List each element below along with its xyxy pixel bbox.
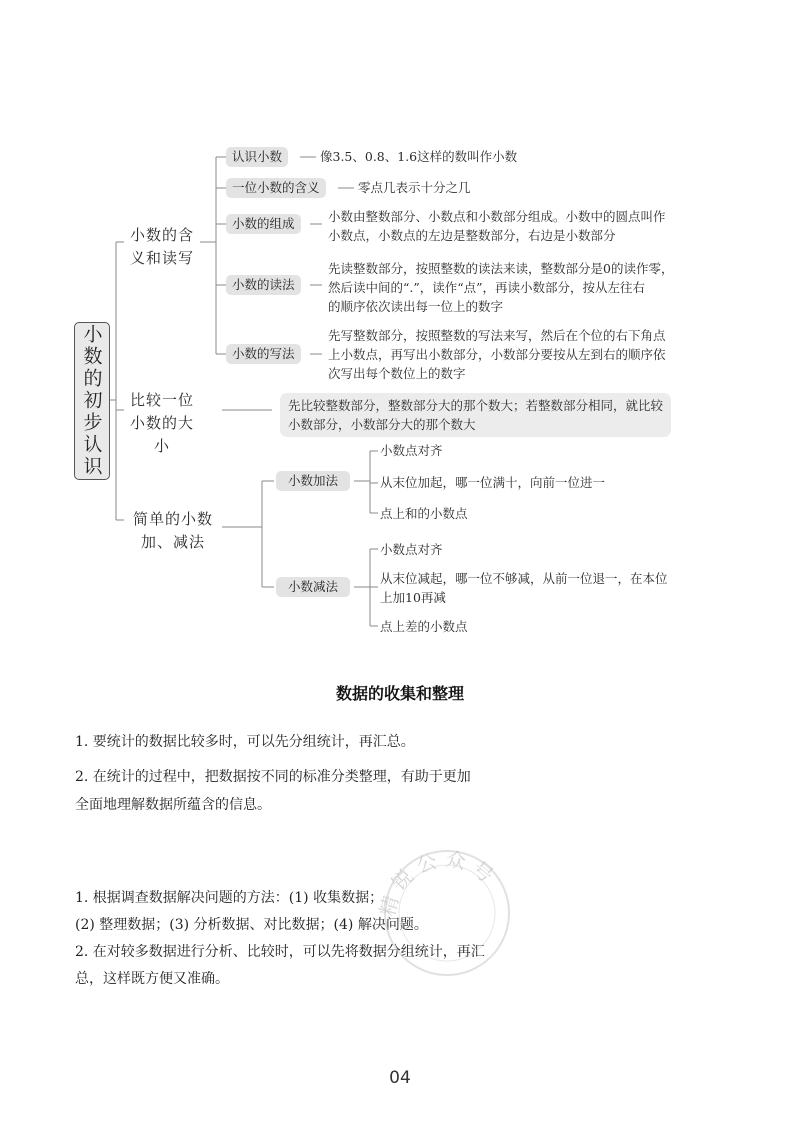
- desc-compare: 先比较整数部分，整数部分大的那个数大；若整数部分相同，就比较 小数部分，小数部分大的那个数大: [280, 393, 671, 437]
- desc-recognize-decimals: 像3.5、0.8、1.6这样的数叫作小数: [320, 149, 518, 164]
- branch-add-sub: 简单的小数加、减法: [132, 510, 213, 551]
- desc-composition: 小数由整数部分、小数点和小数部分组成。小数中的圆点叫作 小数点，小数点的左边是整数部分，右边是小数部分: [328, 209, 666, 243]
- node-writing: 小数的写法: [226, 344, 301, 364]
- svg-text:精锐公众号: [375, 847, 503, 919]
- sub-step-3: 点上差的小数点: [380, 619, 468, 634]
- paragraph-3: 1. 根据调查数据解决问题的方法：(1) 收集数据； (2) 整理数据；(3) 分析数据、对比数据；(4) 解决问题。 2. 在对较多数据进行分析、比较时，可以先将数据分组统计，再汇 总，这样既方便又准确。: [75, 890, 485, 987]
- node-recognize-decimals: 认识小数: [226, 147, 288, 167]
- node-decimal-addition: 小数加法: [276, 471, 350, 491]
- page-number: 04: [389, 1068, 411, 1088]
- add-step-2: 从末位加起，哪一位满十，向前一位进一: [380, 475, 606, 490]
- watermark-text: 精锐公众号: [375, 846, 503, 919]
- node-one-place-meaning: 一位小数的含义: [226, 178, 326, 198]
- section-title: 数据的收集和整理: [335, 684, 464, 703]
- mindmap-root: [74, 322, 110, 480]
- paragraph-1: 1. 要统计的数据比较多时，可以先分组统计，再汇总。: [75, 734, 415, 750]
- branch-meaning-reading-writing: 小数的含义和读写: [129, 226, 194, 267]
- desc-reading: 先读整数部分，按照整数的读法来读，整数部分是0的读作零， 然后读中间的“.”，读作“点”，再读小数部分，按从左往右 的顺序依次读出每一位上的数字: [328, 261, 674, 314]
- paragraph-2: 2. 在统计的过程中，把数据按不同的标准分类整理，有助于更加 全面地理解数据所蕴含的信息。: [75, 769, 471, 813]
- sub-step-1: 小数点对齐: [380, 542, 443, 557]
- desc-writing: 先写整数部分，按照整数的写法来写，然后在个位的右下角点 上小数点，再写出小数部分，小数部分要按从左到右的顺序依 次写出每个数位上的数字: [328, 328, 666, 381]
- node-reading: 小数的读法: [226, 275, 301, 295]
- desc-one-place-meaning: 零点几表示十分之几: [358, 180, 471, 195]
- node-decimal-subtraction: 小数减法: [276, 577, 350, 597]
- add-step-3: 点上和的小数点: [380, 506, 468, 521]
- mindmap-root-label: 小数的初步认识: [80, 324, 103, 478]
- node-composition: 小数的组成: [226, 214, 301, 234]
- add-step-1: 小数点对齐: [380, 443, 443, 458]
- branch-compare: 比较一位小数的大小: [129, 391, 194, 455]
- sub-step-2: 从末位减起，哪一位不够减，从前一位退一，在本位 上加10再减: [380, 571, 668, 605]
- watermark-seal: [372, 838, 522, 988]
